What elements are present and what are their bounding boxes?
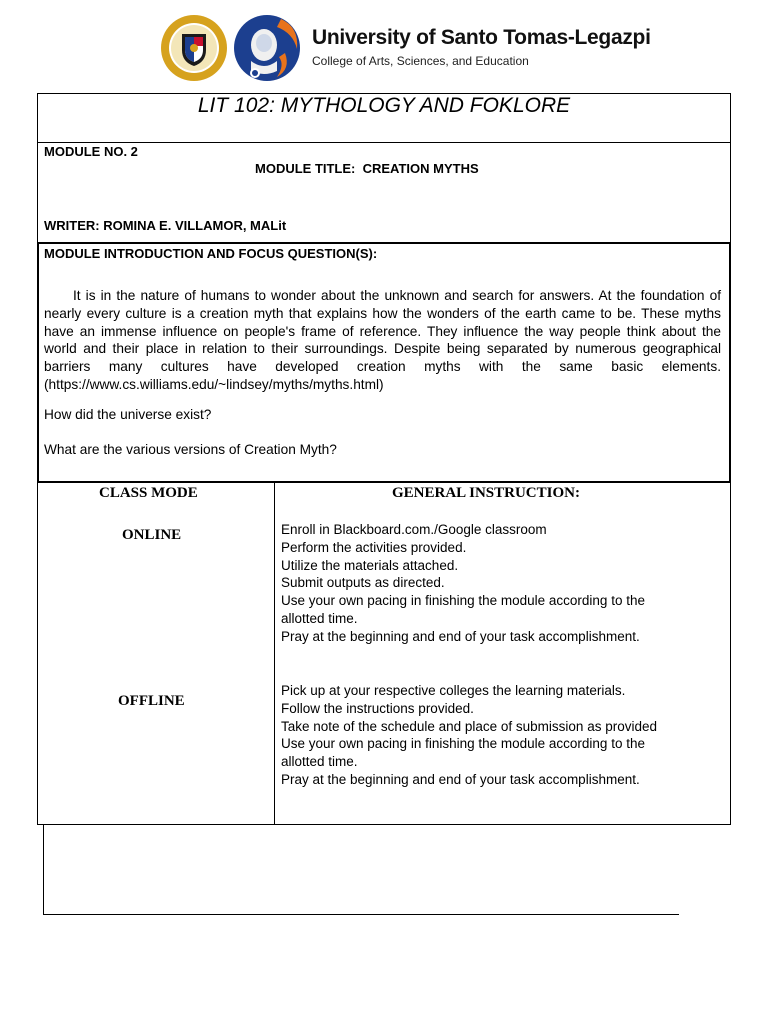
intro-heading: MODULE INTRODUCTION AND FOCUS QUESTION(S): <box>44 246 378 261</box>
online-instructions <box>281 521 721 646</box>
document-header <box>0 0 768 92</box>
intro-paragraph-text: It is in the nature of humans to wonder about the unknown and search for answers. At the foundation of nearly every culture is a creation myth that explains how the wonders of the earth came to be. These myths have an immense influence on people's frame of reference. They influence the way people think about the world and their place in relation to their surroundings. Despite being separated by numerous geographical barriers many cultures have developed creation myths with the same basic elements. (https://www.cs.williams.edu/~lindsey/myths/myths.html) <box>44 288 721 392</box>
intro-paragraph <box>44 287 721 394</box>
module-writer: WRITER: ROMINA E. VILLAMOR, MALit <box>44 218 287 233</box>
bottom-box-left-border <box>43 825 44 915</box>
college-seal-icon <box>233 13 301 83</box>
college-name: College of Arts, Sciences, and Education <box>312 54 529 68</box>
module-number: MODULE NO. 2 <box>44 144 138 159</box>
table-column-divider <box>274 482 275 825</box>
list-item: Pick up at your respective colleges the learning materials. <box>281 683 626 698</box>
module-title-line: MODULE TITLE: CREATION MYTHS <box>255 161 479 176</box>
online-label: ONLINE <box>122 527 182 543</box>
class-mode-header: CLASS MODE <box>99 485 198 501</box>
general-instruction-header: GENERAL INSTRUCTION: <box>392 485 580 501</box>
list-item: Pray at the beginning and end of your task accomplishment. <box>281 771 640 787</box>
ust-legazpi-seal-icon <box>160 14 228 82</box>
list-item: Submit outputs as directed. <box>281 575 445 591</box>
bottom-box-bottom-border <box>43 914 679 915</box>
list-item: Pray at the beginning and end of your task accomplishment. <box>281 628 640 644</box>
focus-question-2: What are the various versions of Creation Myth? <box>44 442 337 457</box>
list-item: Utilize the materials attached. <box>281 557 459 573</box>
list-item: Use your own pacing in finishing the module according to the <box>281 736 645 752</box>
university-name: University of Santo Tomas-Legazpi <box>312 26 651 49</box>
module-title-label: MODULE TITLE <box>255 161 352 176</box>
list-item: Use your own pacing in finishing the module according to the <box>281 593 645 609</box>
list-item: Perform the activities provided. <box>281 539 467 555</box>
course-title: LIT 102: MYTHOLOGY AND FOKLORE <box>197 94 571 117</box>
focus-question-1: How did the universe exist? <box>44 407 212 422</box>
module-title: CREATION MYTHS <box>362 161 479 176</box>
list-item: allotted time. <box>281 610 358 626</box>
list-item: Follow the instructions provided. <box>281 700 474 716</box>
list-item: Take note of the schedule and place of submission as provided <box>281 718 657 734</box>
list-item: Enroll in Blackboard.com./Google classroom <box>281 522 547 537</box>
offline-label: OFFLINE <box>118 693 185 709</box>
offline-instructions <box>281 682 721 789</box>
list-item: allotted time. <box>281 754 358 770</box>
